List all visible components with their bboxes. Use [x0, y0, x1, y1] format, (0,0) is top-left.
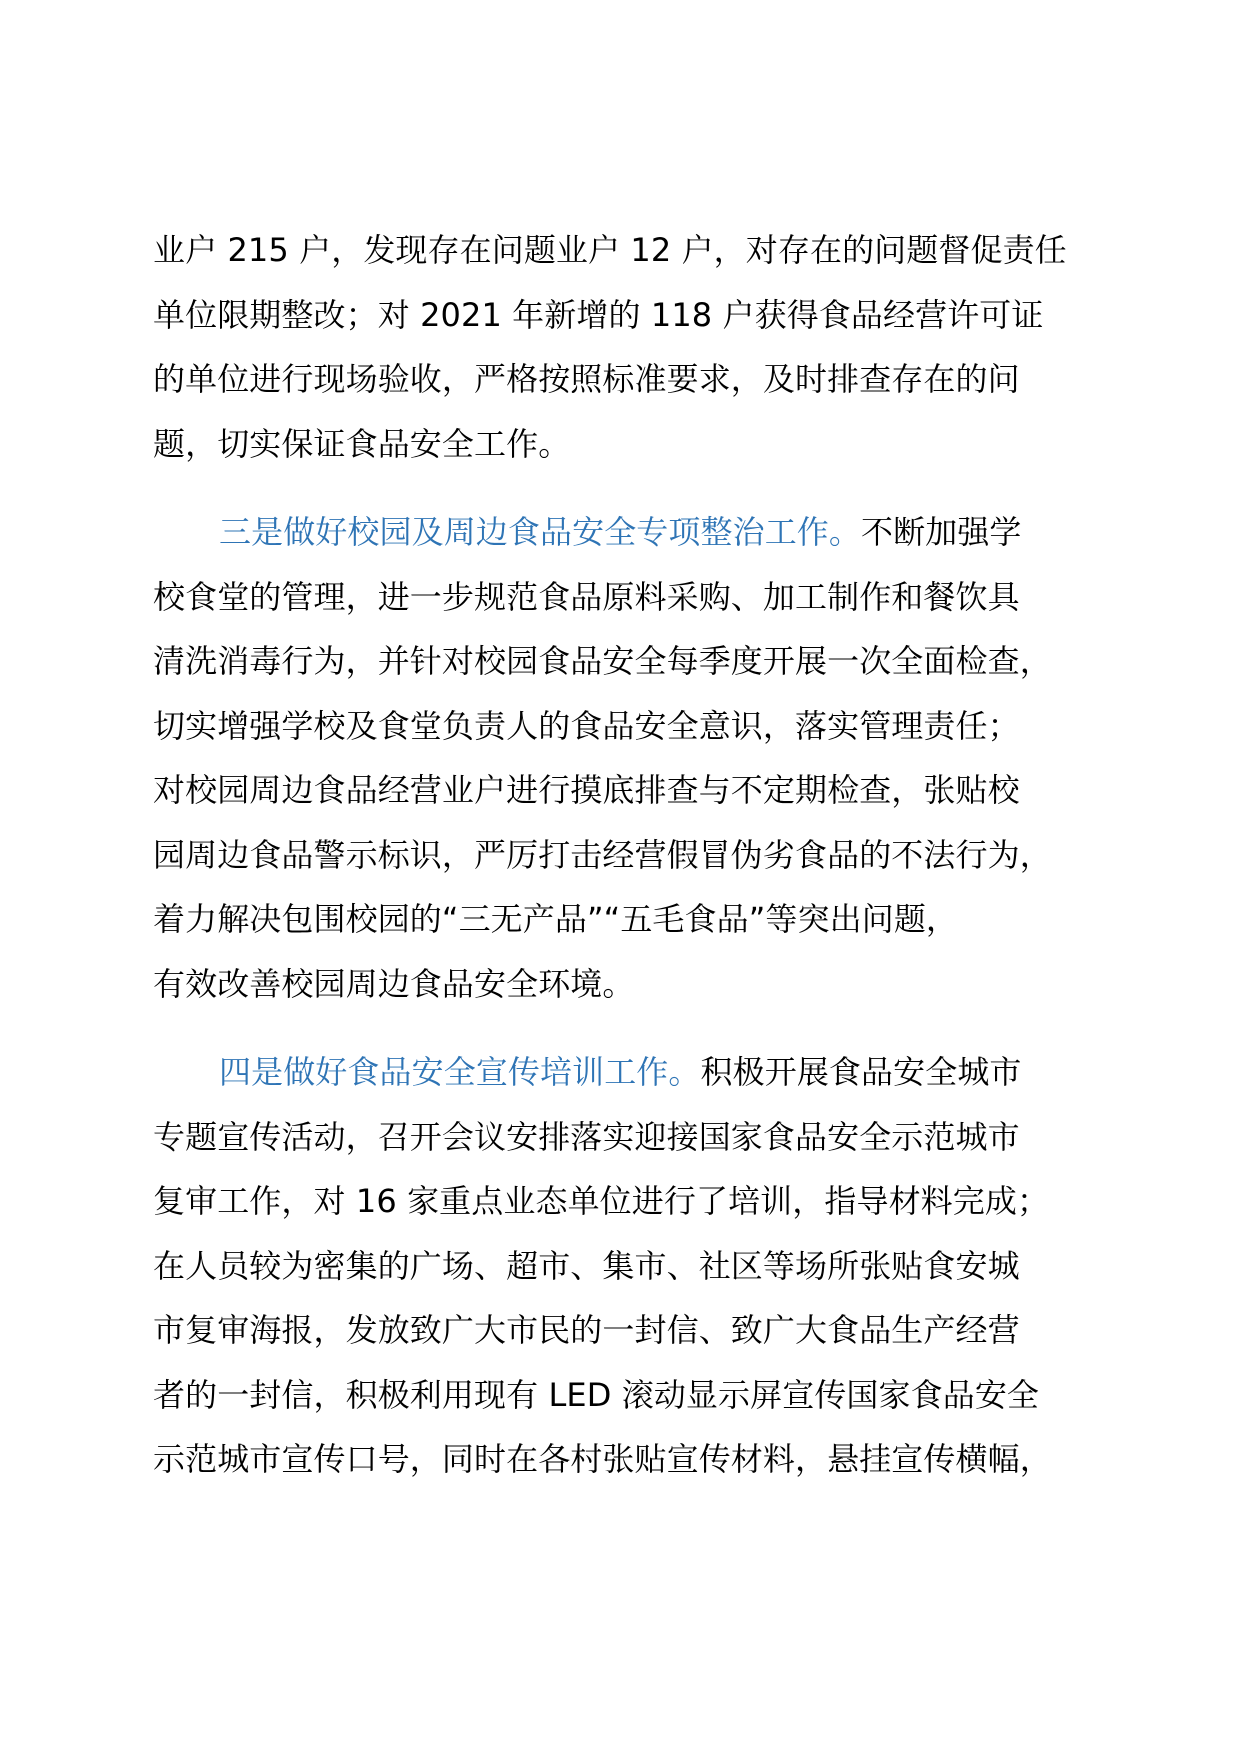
paragraph-spacing: [153, 476, 1087, 500]
text-line: 的单位进行现场验收，严格按照标准要求，及时排查存在的问: [153, 360, 1020, 398]
document-body: [153, 218, 1087, 1492]
paragraph-campus-food-safety: [153, 500, 1087, 1016]
text-line: 有效改善校园周边食品安全环境。: [153, 964, 635, 1003]
text-line: 对校园周边食品经营业户进行摸底排查与不定期检查，张贴校: [153, 771, 1020, 809]
paragraph-heading: 四是做好食品安全宣传培训工作。: [219, 1053, 701, 1091]
text-line: 在人员较为密集的广场、超市、集市、社区等场所张贴食安城: [153, 1246, 1020, 1285]
text-line: 专题宣传活动，召开会议安排落实迎接国家食品安全示范城市: [153, 1117, 1020, 1156]
paragraph-first-line: [153, 500, 1087, 565]
paragraph-continuation: [153, 218, 1087, 476]
text-line: 切实增强学校及食堂负责人的食品安全意识，落实管理责任；: [153, 706, 1020, 745]
text-line: 市复审海报，发放致广大市民的一封信、致广大食品生产经营: [153, 1311, 1020, 1349]
text-line: 示范城市宣传口号，同时在各村张贴宣传材料，悬挂宣传横幅，: [153, 1440, 1052, 1478]
paragraph-first-line-text: 不断加强学: [861, 513, 1022, 551]
paragraph-heading: 三是做好校园及周边食品安全专项整治工作。: [219, 513, 862, 551]
paragraph-first-line-text: 积极开展食品安全城市: [700, 1053, 1022, 1091]
text-line: 园周边食品警示标识，严厉打击经营假冒伪劣食品的不法行为，: [153, 835, 1052, 874]
text-line: 复审工作，对 16 家重点业态单位进行了培训，指导材料完成；: [153, 1182, 1050, 1220]
paragraph-spacing: [153, 1016, 1087, 1040]
text-line: 清洗消毒行为，并针对校园食品安全每季度开展一次全面检查，: [153, 642, 1052, 680]
text-line: 业户 215 户，发现存在问题业户 12 户，对存在的问题督促责任: [153, 231, 1067, 269]
text-line: 者的一封信，积极利用现有 LED 滚动显示屏宣传国家食品安全: [153, 1375, 1040, 1414]
text-line: 单位限期整改；对 2021 年新增的 118 户获得食品经营许可证: [153, 295, 1044, 334]
paragraph-publicity-training: [153, 1040, 1087, 1492]
text-line: 校食堂的管理，进一步规范食品原料采购、加工制作和餐饮具: [153, 577, 1020, 616]
paragraph-first-line: [153, 1040, 1087, 1105]
text-line: 题，切实保证食品安全工作。: [153, 424, 571, 463]
text-line: 着力解决包围校园的“三无产品”“五毛食品”等突出问题，: [153, 900, 959, 938]
